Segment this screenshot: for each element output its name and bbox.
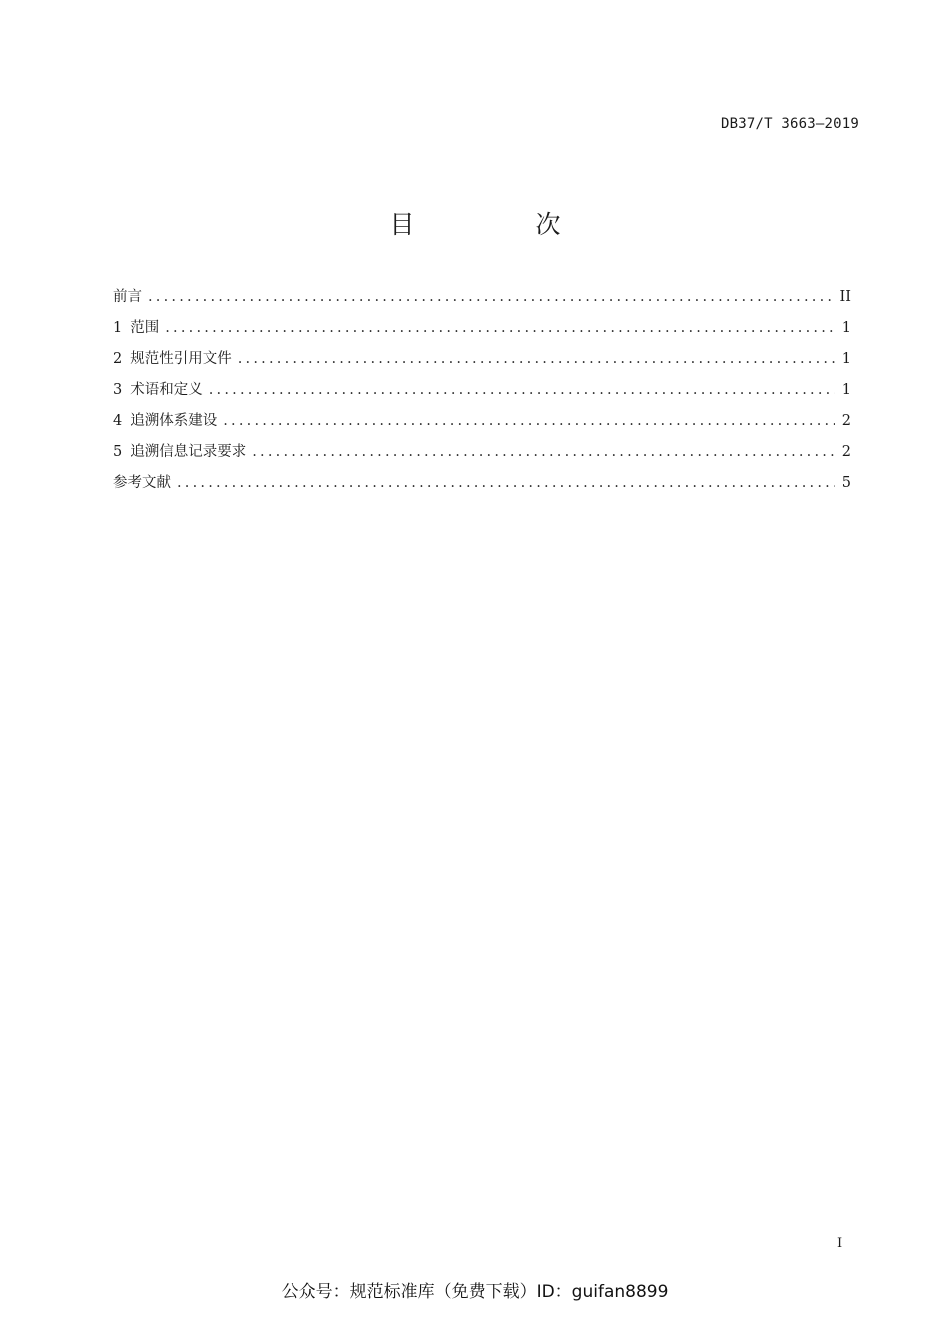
table-of-contents — [113, 285, 851, 502]
toc-leader-dots — [177, 475, 835, 491]
toc-page-number: 2 — [841, 444, 851, 460]
toc-leader-dots — [148, 289, 834, 305]
toc-item-number: 3 — [113, 382, 123, 398]
toc-item-label: 范围 — [130, 320, 160, 336]
toc-item-label: 规范性引用文件 — [130, 351, 232, 367]
toc-leader-dots — [252, 444, 835, 460]
page-title: 目 次 — [389, 210, 609, 239]
toc-item-foreword[interactable] — [113, 285, 851, 316]
toc-item-number: 4 — [113, 413, 123, 429]
toc-page-number: 1 — [841, 351, 851, 367]
toc-item-label: 追溯信息记录要求 — [130, 444, 247, 460]
toc-leader-dots — [209, 382, 835, 398]
page-number: I — [837, 1236, 843, 1251]
toc-page-number: 1 — [841, 320, 851, 336]
toc-page-number: 5 — [841, 475, 851, 491]
toc-item-label: 参考文献 — [113, 475, 171, 491]
toc-leader-dots — [223, 413, 835, 429]
toc-item-scope[interactable] — [113, 316, 851, 347]
toc-item-number: 2 — [113, 351, 123, 367]
toc-leader-dots — [238, 351, 835, 367]
toc-page-number: 2 — [841, 413, 851, 429]
toc-item-number: 1 — [113, 320, 123, 336]
toc-item-bibliography[interactable] — [113, 471, 851, 502]
footer-watermark-text: 公众号：规范标准库（免费下载）ID：guifan8899 — [281, 1282, 669, 1302]
toc-leader-dots — [165, 320, 835, 336]
toc-item-label: 追溯体系建设 — [130, 413, 218, 429]
toc-page-number: 1 — [841, 382, 851, 398]
standard-code: DB37/T 3663—2019 — [720, 116, 859, 132]
toc-item-label: 术语和定义 — [130, 382, 203, 398]
toc-item-terms-definitions[interactable] — [113, 378, 851, 409]
toc-item-normative-references[interactable] — [113, 347, 851, 378]
toc-item-label: 前言 — [113, 289, 142, 305]
toc-item-traceability-system[interactable] — [113, 409, 851, 440]
toc-item-number: 5 — [113, 444, 123, 460]
toc-page-number: II — [839, 289, 851, 305]
toc-item-record-requirements[interactable] — [113, 440, 851, 471]
